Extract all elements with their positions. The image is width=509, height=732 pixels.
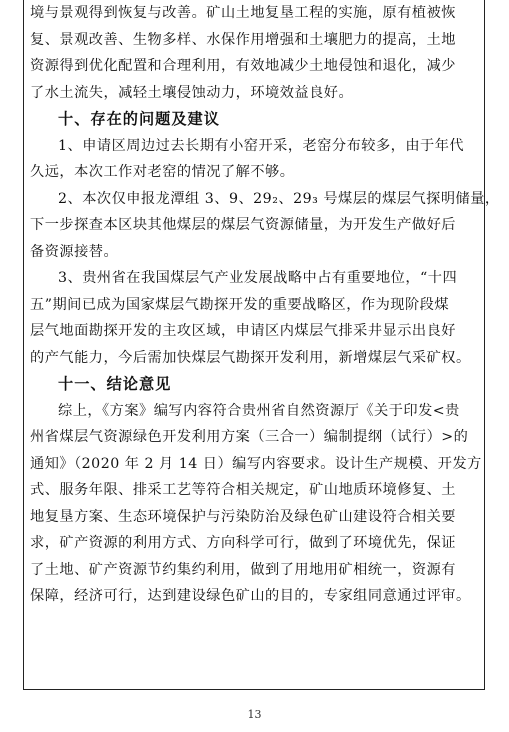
text-line: 资源得到优化配置和合理利用，有效地减少土地侵蚀和退化，减少	[30, 58, 456, 74]
text-line: 的产气能力，今后需加快煤层气勘探开发利用，新增煤层气采矿权。	[30, 349, 471, 366]
suggestion-item-1	[30, 133, 480, 186]
text-line: 保障，经济可行，达到建设绿色矿山的目的，专家组同意通过评审。	[30, 588, 471, 604]
text-line: 层气地面勘探开发的主攻区域，申请区内煤层气排采井显示出良好	[30, 323, 456, 339]
page-number: 13	[247, 708, 262, 721]
text-line: 求，矿产资源的利用方式、方向科学可行，做到了环境优先，保证	[30, 535, 456, 551]
document-body	[30, 0, 500, 610]
text-line: 备资源接替。	[30, 243, 119, 260]
text-line: 3、贵州省在我国煤层气产业发展战略中占有重要地位，“十四	[58, 270, 458, 286]
text-line: 五”期间已成为国家煤层气勘探开发的重要战略区，作为现阶段煤	[30, 296, 450, 313]
suggestion-item-2	[30, 186, 500, 266]
text-line: 地复垦方案、生态环境保护与污染防治及绿色矿山建设符合相关要	[30, 508, 456, 525]
text-line: 境与景观得到恢复与改善。矿山土地复垦工程的实施，原有植被恢	[30, 5, 456, 21]
section-heading-conclusion: 十一、结论意见	[58, 375, 172, 393]
text-line: 通知》（2020 年 2 月 14 日）编写内容要求。设计生产规模、开发方	[30, 455, 482, 472]
paragraph-environment-benefits	[30, 0, 480, 106]
text-line: 复、景观改善、生物多样、水保作用增强和土壤肥力的提高，土地	[30, 31, 456, 48]
text-line: 式、服务年限、排采工艺等符合相关规定，矿山地质环境修复、土	[30, 482, 456, 498]
suggestion-item-3	[30, 265, 480, 371]
text-line: 了土地、矿产资源节约集约利用，做到了用地用矿相统一，资源有	[30, 561, 456, 578]
text-line: 了水土流失，减轻土壤侵蚀动力，环境效益良好。	[30, 84, 354, 101]
text-line: 下一步探查本区块其他煤层的煤层气资源储量，为开发生产做好后	[30, 217, 456, 233]
section-heading-problems-suggestions: 十、存在的问题及建议	[58, 110, 220, 128]
text-line: 久远，本次工作对老窑的情况了解不够。	[30, 164, 295, 180]
text-line: 州省煤层气资源绿色开发利用方案（三合一）编制提纲（试行）>的	[30, 429, 469, 445]
text-line: 1、申请区周边过去长期有小窑开采，老窑分布较多，由于年代	[58, 137, 465, 154]
text-line: 2、本次仅申报龙潭组 3、9、29₂、29₃ 号煤层的煤层气探明储量，	[58, 190, 500, 207]
text-line: 综上，《方案》编写内容符合贵州省自然资源厅《关于印发<贵	[58, 402, 460, 419]
paragraph-conclusion	[30, 398, 480, 610]
